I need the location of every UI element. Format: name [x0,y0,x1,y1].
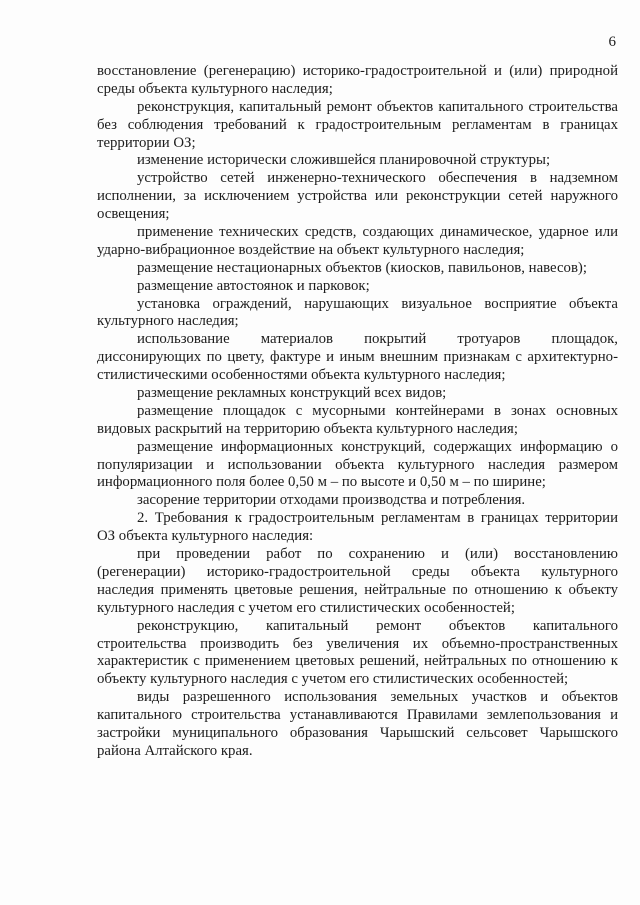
text-line: информационного поля более 0,50 м – по высоте и 0,50 м – по ширине; [97,474,546,491]
text-line: (регенерации) историко-градостроительной среды объекта культурного [97,563,618,580]
text-line: территории ОЗ; [97,134,196,151]
paragraph [97,170,618,224]
text-line: застройки муниципального образования Чарышский сельсовет Чарышского [97,724,618,741]
text-line: строительства производить без увеличения их объемно-пространственных [97,635,618,652]
text-line: района Алтайского края. [97,742,253,759]
paragraph [97,296,618,332]
text-line: диссонирующих по цвету, фактуре и иным внешним признакам с архитектурно- [97,349,618,366]
text-line: использование материалов покрытий тротуаров площадок, [137,331,618,348]
text-line: ударно-вибрационное воздействие на объект культурного наследия; [97,241,525,258]
text-line: при проведении работ по сохранению и (или) восстановлению [137,546,618,563]
continued-paragraph [97,63,618,99]
text-line: видовых раскрытий на территорию объекта культурного наследия; [97,420,518,437]
text-line: капитального строительства устанавливаются Правилами землепользования и [97,707,618,724]
paragraph [97,689,618,761]
text-line: объекту культурного наследия с учетом его стилистических особенностей; [97,671,569,688]
text-line: устройство сетей инженерно-технического обеспечения в надземном [137,170,618,187]
document-body [97,63,618,761]
text-line: установка ограждений, нарушающих визуальное восприятие объекта [137,295,618,312]
text-line: реконструкция, капитальный ремонт объектов капитального строительства [137,98,618,115]
paragraph [97,260,618,278]
text-line: культурного наследия; [97,313,239,330]
text-line: виды разрешенного использования земельных участков и объектов [137,689,618,706]
text-line: размещение информационных конструкций, содержащих информацию о [137,438,618,455]
text-line: размещение автостоянок и парковок; [137,277,370,294]
paragraph [97,385,618,403]
paragraph [97,618,618,690]
text-line: культурного наследия с учетом его стилистических особенностей; [97,599,515,616]
paragraph [97,331,618,385]
text-line: наследия применять цветовые решения, нейтральные по отношению к объекту [97,581,618,598]
paragraph [97,224,618,260]
text-line: реконструкцию, капитальный ремонт объектов капитального [137,617,618,634]
text-line: восстановление (регенерацию) историко-градостроительной и (или) природной [97,63,618,79]
text-line: стилистическими особенностями объекта культурного наследия; [97,367,506,384]
text-line: 2. Требования к градостроительным регламентам в границах территории [137,510,618,527]
text-line: освещения; [97,206,170,223]
paragraph [97,510,618,546]
text-line: без соблюдения требований к градостроительным регламентам в границах [97,116,618,133]
text-line: популяризации и использовании объекта культурного наследия размером [97,456,618,473]
text-line: характеристик с применением цветовых решений, нейтральных по отношению к [97,653,618,670]
page-number: 6 [608,34,616,50]
text-line: применение технических средств, создающих динамическое, ударное или [137,224,618,241]
paragraph [97,546,618,618]
text-line: размещение площадок с мусорными контейнерами в зонах основных [137,402,618,419]
paragraph [97,278,618,296]
text-line: ОЗ объекта культурного наследия: [97,528,314,545]
paragraph [97,492,618,510]
text-line: размещение рекламных конструкций всех видов; [137,385,447,402]
paragraph [97,439,618,493]
paragraph [97,403,618,439]
text-line: исполнении, за исключением устройства или реконструкции сетей наружного [97,188,618,205]
text-line: засорение территории отходами производства и потребления. [137,492,526,509]
text-line: изменение исторически сложившейся планировочной структуры; [137,152,551,169]
text-line: среды объекта культурного наследия; [97,80,333,97]
paragraph [97,99,618,153]
text-line: размещение нестационарных объектов (киосков, павильонов, навесов); [137,259,587,276]
paragraph [97,152,618,170]
